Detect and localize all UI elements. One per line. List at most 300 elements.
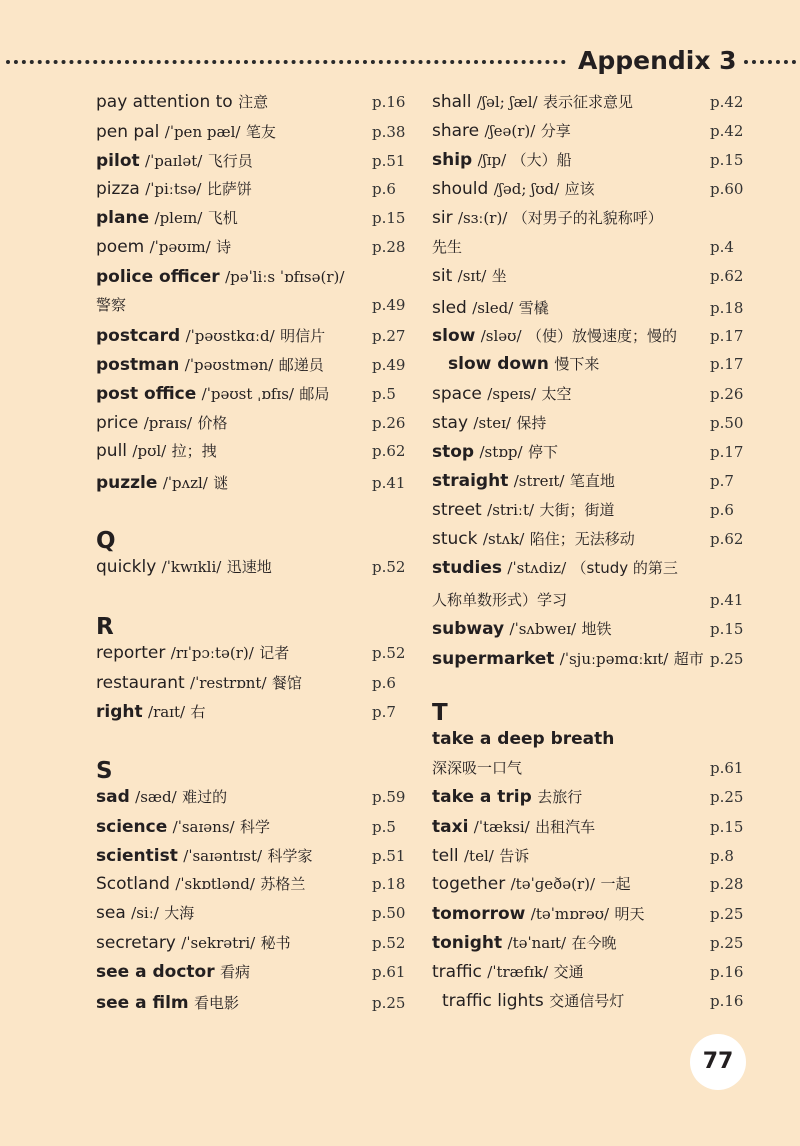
entry-page-ref: p.50 bbox=[710, 414, 744, 432]
glossary-entry bbox=[432, 870, 744, 898]
entry-page-ref: p.50 bbox=[372, 904, 406, 922]
glossary-entry bbox=[96, 783, 406, 811]
entry-phonetic: /siː/ bbox=[131, 904, 159, 922]
entry-meaning: 大街；街道 bbox=[539, 501, 615, 519]
entry-word: secretary bbox=[96, 933, 176, 953]
glossary-entry bbox=[432, 525, 744, 553]
entry-phonetic: /sɜː(r)/ bbox=[457, 209, 508, 227]
entry-meaning: 警察 bbox=[96, 296, 127, 314]
entry-page-ref: p.4 bbox=[710, 238, 734, 256]
glossary-entry bbox=[432, 322, 744, 350]
entry-meaning: 注意 bbox=[238, 93, 269, 111]
entry-phonetic: /ʃɪp/ bbox=[477, 151, 507, 169]
glossary-entry bbox=[432, 813, 744, 841]
entry-text bbox=[96, 899, 194, 927]
entry-text bbox=[432, 233, 462, 261]
entry-word: post office bbox=[96, 384, 197, 404]
entry-meaning: 谜 bbox=[213, 474, 229, 492]
entry-meaning: 邮递员 bbox=[278, 356, 324, 374]
entry-word: pilot bbox=[96, 151, 140, 171]
entry-meaning: 雪橇 bbox=[518, 299, 549, 317]
entry-text bbox=[96, 291, 126, 319]
entry-text bbox=[432, 958, 584, 986]
entry-meaning: 保持 bbox=[516, 414, 547, 432]
entry-phonetic: /ˈpəʊɪm/ bbox=[149, 238, 211, 256]
glossary-entry bbox=[96, 639, 406, 667]
entry-text bbox=[432, 586, 567, 614]
entry-word: see a film bbox=[96, 993, 189, 1013]
entry-page-ref: p.25 bbox=[710, 934, 744, 952]
entry-meaning: 出租汽车 bbox=[535, 818, 596, 836]
entry-text bbox=[432, 146, 572, 174]
entry-word: take a trip bbox=[432, 787, 532, 807]
entry-text bbox=[432, 870, 630, 898]
entry-meaning: 表示征求意见 bbox=[542, 93, 633, 111]
entry-text bbox=[96, 175, 252, 203]
appendix-title: Appendix 3 bbox=[578, 46, 737, 75]
entry-page-ref: p.25 bbox=[710, 650, 744, 668]
entry-text bbox=[96, 669, 302, 697]
entry-meaning: （对男子的礼貌称呼） bbox=[512, 209, 663, 227]
entry-phonetic: /ˈsaɪəntɪst/ bbox=[183, 847, 263, 865]
entry-meaning: 拉；拽 bbox=[171, 442, 217, 460]
entry-text bbox=[96, 469, 228, 497]
entry-page-ref: p.28 bbox=[372, 238, 406, 256]
entry-text bbox=[96, 842, 312, 870]
entry-page-ref: p.6 bbox=[372, 180, 396, 198]
entry-meaning: 停下 bbox=[527, 443, 558, 461]
entry-meaning: 飞行员 bbox=[207, 152, 253, 170]
entry-page-ref: p.27 bbox=[372, 327, 406, 345]
entry-page-ref: p.49 bbox=[372, 356, 406, 374]
entry-meaning: 右 bbox=[190, 703, 206, 721]
entry-meaning: 记者 bbox=[259, 644, 290, 662]
entry-page-ref: p.25 bbox=[710, 905, 744, 923]
glossary-entry bbox=[96, 698, 406, 726]
entry-meaning: 太空 bbox=[541, 385, 572, 403]
entry-word: supermarket bbox=[432, 649, 555, 669]
entry-text bbox=[96, 639, 289, 667]
entry-word: tomorrow bbox=[432, 904, 526, 924]
entry-page-ref: p.16 bbox=[710, 963, 744, 981]
entry-word: sad bbox=[96, 787, 130, 807]
page-number: 77 bbox=[690, 1034, 746, 1090]
entry-meaning: 诗 bbox=[216, 238, 232, 256]
glossary-entry bbox=[432, 262, 744, 290]
entry-text bbox=[432, 987, 624, 1015]
entry-page-ref: p.17 bbox=[710, 355, 744, 373]
entry-meaning: 餐馆 bbox=[271, 674, 302, 692]
entry-page-ref: p.5 bbox=[372, 385, 396, 403]
entry-word: shall bbox=[432, 92, 472, 112]
entry-phonetic: /təˈmɒrəʊ/ bbox=[530, 905, 610, 923]
entry-page-ref: p.6 bbox=[710, 501, 734, 519]
entry-text bbox=[432, 438, 558, 466]
entry-text bbox=[432, 900, 645, 928]
entry-text bbox=[432, 175, 595, 203]
glossary-entry bbox=[96, 437, 406, 465]
glossary-entry bbox=[432, 409, 744, 437]
glossary-entry-line bbox=[432, 233, 744, 261]
entry-word: subway bbox=[432, 619, 505, 639]
glossary-entry bbox=[96, 204, 406, 232]
entry-page-ref: p.60 bbox=[710, 180, 744, 198]
entry-phonetic: /tel/ bbox=[463, 847, 494, 865]
entry-phonetic: /ˈpʌzl/ bbox=[162, 474, 208, 492]
entry-text bbox=[432, 117, 571, 145]
entry-text bbox=[96, 813, 270, 841]
entry-word: tell bbox=[432, 846, 459, 866]
entry-text bbox=[96, 409, 227, 437]
entry-text bbox=[96, 783, 227, 811]
entry-page-ref: p.25 bbox=[710, 788, 744, 806]
entry-phonetic: /praɪs/ bbox=[143, 414, 193, 432]
entry-phonetic: /ˈpəʊst ˌɒfɪs/ bbox=[201, 385, 294, 403]
entry-word: should bbox=[432, 179, 489, 199]
entry-text bbox=[96, 88, 268, 116]
glossary-entry-line bbox=[96, 291, 406, 319]
entry-meaning: 超市 bbox=[673, 650, 704, 668]
entry-text bbox=[96, 929, 291, 957]
entry-phonetic: /təˈɡeðə(r)/ bbox=[510, 875, 596, 893]
entry-meaning: 交通 bbox=[553, 963, 584, 981]
entry-phonetic: /ˈsaɪəns/ bbox=[172, 818, 235, 836]
entry-phonetic: /sɪt/ bbox=[457, 267, 487, 285]
entry-page-ref: p.41 bbox=[710, 591, 744, 609]
entry-text bbox=[432, 645, 704, 673]
entry-meaning: 陷住；无法移动 bbox=[529, 530, 635, 548]
glossary-entry bbox=[432, 496, 744, 524]
entry-word: poem bbox=[96, 237, 145, 257]
glossary-entry bbox=[96, 553, 406, 581]
entry-phonetic: /ˈtæksi/ bbox=[473, 818, 530, 836]
entry-phonetic: /striːt/ bbox=[487, 501, 535, 519]
entry-word: pay attention to bbox=[96, 92, 233, 112]
section-letter: S bbox=[96, 758, 113, 784]
glossary-entry-line bbox=[432, 725, 744, 753]
entry-text bbox=[96, 147, 253, 175]
entry-phonetic: /ˈpen pæl/ bbox=[164, 123, 241, 141]
entry-word: puzzle bbox=[96, 473, 158, 493]
entry-word: restaurant bbox=[96, 673, 185, 693]
entry-word: studies bbox=[432, 558, 502, 578]
entry-text bbox=[432, 615, 612, 643]
glossary-entry bbox=[432, 645, 744, 673]
entry-phonetic: /sləʊ/ bbox=[480, 327, 522, 345]
entry-word: stop bbox=[432, 442, 475, 462]
glossary-entry bbox=[432, 146, 744, 174]
entry-word: police officer bbox=[96, 267, 220, 287]
entry-phonetic: /ʃəl; ʃæl/ bbox=[476, 93, 538, 111]
entry-word: traffic lights bbox=[442, 991, 544, 1011]
entry-phonetic: /ˈpəʊstmən/ bbox=[184, 356, 274, 374]
entry-text bbox=[96, 233, 231, 261]
entry-text bbox=[432, 754, 522, 782]
entry-page-ref: p.7 bbox=[372, 703, 396, 721]
entry-text bbox=[96, 437, 217, 465]
entry-word: slow bbox=[432, 326, 476, 346]
entry-phonetic: /ˈkwɪkli/ bbox=[161, 558, 222, 576]
entry-page-ref: p.62 bbox=[710, 530, 744, 548]
entry-text bbox=[96, 118, 276, 146]
entry-page-ref: p.15 bbox=[710, 818, 744, 836]
entry-meaning: 秘书 bbox=[260, 934, 291, 952]
entry-text bbox=[432, 409, 546, 437]
entry-page-ref: p.18 bbox=[372, 875, 406, 893]
glossary-entry bbox=[432, 117, 744, 145]
glossary-entry bbox=[432, 842, 744, 870]
entry-word: slow down bbox=[448, 354, 549, 374]
entry-page-ref: p.52 bbox=[372, 644, 406, 662]
entry-page-ref: p.61 bbox=[710, 759, 744, 777]
entry-meaning: 迅速地 bbox=[226, 558, 272, 576]
entry-phonetic: /sled/ bbox=[472, 299, 514, 317]
entry-page-ref: p.51 bbox=[372, 152, 406, 170]
glossary-entry bbox=[96, 469, 406, 497]
entry-page-ref: p.42 bbox=[710, 122, 744, 140]
entry-page-ref: p.61 bbox=[372, 963, 406, 981]
glossary-entry-line bbox=[432, 754, 744, 782]
entry-meaning: 邮局 bbox=[299, 385, 330, 403]
entry-text bbox=[432, 380, 571, 408]
entry-word: ship bbox=[432, 150, 473, 170]
glossary-entry bbox=[96, 899, 406, 927]
section-letter: Q bbox=[96, 528, 116, 554]
glossary-entry bbox=[96, 147, 406, 175]
glossary-entry bbox=[432, 615, 744, 643]
entry-text bbox=[96, 351, 324, 379]
entry-word: share bbox=[432, 121, 480, 141]
glossary-entry bbox=[432, 929, 744, 957]
glossary-entry bbox=[96, 958, 406, 986]
entry-phonetic: /ˈpəʊstkɑːd/ bbox=[185, 327, 275, 345]
entry-page-ref: p.7 bbox=[710, 472, 734, 490]
entry-phonetic: /ˈtræfɪk/ bbox=[487, 963, 549, 981]
entry-phonetic: /ˈskɒtlənd/ bbox=[175, 875, 255, 893]
entry-page-ref: p.41 bbox=[372, 474, 406, 492]
entry-text bbox=[96, 322, 325, 350]
glossary-entry bbox=[96, 175, 406, 203]
entry-page-ref: p.15 bbox=[710, 151, 744, 169]
glossary-entry bbox=[432, 987, 744, 1015]
glossary-entry-line bbox=[432, 586, 744, 614]
entry-word: taxi bbox=[432, 817, 469, 837]
entry-meaning: 科学 bbox=[239, 818, 270, 836]
glossary-entry bbox=[96, 233, 406, 261]
entry-meaning: 在今晚 bbox=[571, 934, 617, 952]
entry-meaning: 笔友 bbox=[245, 123, 276, 141]
entry-text bbox=[432, 496, 614, 524]
glossary-entry bbox=[432, 350, 744, 378]
glossary-entry bbox=[96, 870, 406, 898]
entry-page-ref: p.8 bbox=[710, 847, 734, 865]
glossary-entry bbox=[96, 929, 406, 957]
entry-page-ref: p.59 bbox=[372, 788, 406, 806]
entry-text bbox=[432, 350, 599, 378]
entry-text bbox=[432, 554, 678, 582]
entry-text bbox=[96, 958, 250, 986]
entry-page-ref: p.49 bbox=[372, 296, 406, 314]
glossary-entry bbox=[96, 351, 406, 379]
entry-phonetic: /streɪt/ bbox=[513, 472, 565, 490]
entry-phonetic: /speɪs/ bbox=[487, 385, 537, 403]
glossary-entry bbox=[432, 900, 744, 928]
glossary-entry bbox=[432, 175, 744, 203]
entry-page-ref: p.6 bbox=[372, 674, 396, 692]
entry-text bbox=[432, 525, 635, 553]
glossary-entry bbox=[432, 294, 744, 322]
glossary-entry bbox=[96, 88, 406, 116]
entry-word: traffic bbox=[432, 962, 482, 982]
entry-word: science bbox=[96, 817, 168, 837]
entry-text bbox=[96, 380, 329, 408]
entry-word: pen pal bbox=[96, 122, 160, 142]
entry-text bbox=[96, 204, 238, 232]
entry-word: postman bbox=[96, 355, 180, 375]
glossary-entry bbox=[96, 409, 406, 437]
entry-word: street bbox=[432, 500, 482, 520]
entry-meaning: 科学家 bbox=[267, 847, 313, 865]
entry-text bbox=[96, 870, 305, 898]
entry-page-ref: p.5 bbox=[372, 818, 396, 836]
entry-text bbox=[432, 783, 582, 811]
entry-phonetic: /pəˈliːs ˈɒfɪsə(r)/ bbox=[225, 268, 345, 286]
entry-meaning: （大）船 bbox=[511, 151, 572, 169]
glossary-entry bbox=[96, 322, 406, 350]
entry-word: Scotland bbox=[96, 874, 170, 894]
dotted-rule-left bbox=[6, 60, 566, 64]
entry-meaning: 看病 bbox=[220, 963, 251, 981]
entry-page-ref: p.15 bbox=[372, 209, 406, 227]
entry-page-ref: p.38 bbox=[372, 123, 406, 141]
entry-meaning: 明信片 bbox=[280, 327, 326, 345]
entry-meaning: 告诉 bbox=[499, 847, 530, 865]
glossary-entry bbox=[432, 958, 744, 986]
entry-text bbox=[432, 322, 677, 350]
entry-phonetic: /təˈnaɪt/ bbox=[507, 934, 567, 952]
entry-meaning: 看电影 bbox=[194, 994, 240, 1012]
glossary-entry bbox=[96, 118, 406, 146]
entry-page-ref: p.52 bbox=[372, 558, 406, 576]
entry-page-ref: p.16 bbox=[710, 992, 744, 1010]
entry-word: plane bbox=[96, 208, 150, 228]
entry-meaning: 交通信号灯 bbox=[549, 992, 625, 1010]
entry-phonetic: /stɒp/ bbox=[479, 443, 523, 461]
entry-meaning: 一起 bbox=[600, 875, 631, 893]
entry-word: stuck bbox=[432, 529, 478, 549]
entry-meaning: 价格 bbox=[197, 414, 228, 432]
entry-page-ref: p.62 bbox=[372, 442, 406, 460]
entry-meaning: 苏格兰 bbox=[260, 875, 306, 893]
glossary-entry bbox=[432, 380, 744, 408]
entry-word: quickly bbox=[96, 557, 157, 577]
entry-word: reporter bbox=[96, 643, 166, 663]
entry-word: scientist bbox=[96, 846, 178, 866]
section-letter: R bbox=[96, 614, 114, 640]
entry-meaning: 应该 bbox=[564, 180, 595, 198]
entry-text bbox=[432, 294, 549, 322]
entry-meaning: （使）放慢速度；慢的 bbox=[526, 327, 677, 345]
entry-meaning: 深深吸一口气 bbox=[432, 759, 523, 777]
entry-word: stay bbox=[432, 413, 469, 433]
entry-word: straight bbox=[432, 471, 509, 491]
entry-phonetic: /ˈsʌbweɪ/ bbox=[509, 620, 577, 638]
entry-page-ref: p.28 bbox=[710, 875, 744, 893]
glossary-entry-line bbox=[432, 204, 744, 232]
entry-phonetic: /ˈsekrətri/ bbox=[181, 934, 256, 952]
dotted-rule-right bbox=[744, 60, 796, 64]
entry-word: price bbox=[96, 413, 139, 433]
entry-text bbox=[432, 842, 529, 870]
entry-word: pizza bbox=[96, 179, 140, 199]
entry-phonetic: /stʌk/ bbox=[482, 530, 525, 548]
entry-meaning: 笔直地 bbox=[569, 472, 615, 490]
page-header bbox=[0, 44, 800, 80]
entry-word: tonight bbox=[432, 933, 503, 953]
glossary-entry bbox=[96, 842, 406, 870]
entry-page-ref: p.18 bbox=[710, 299, 744, 317]
entry-word: sea bbox=[96, 903, 126, 923]
entry-phonetic: /pʊl/ bbox=[132, 442, 167, 460]
entry-word: together bbox=[432, 874, 506, 894]
entry-phonetic: /steɪ/ bbox=[473, 414, 511, 432]
entry-phonetic: /ˈpiːtsə/ bbox=[145, 180, 202, 198]
entry-word: take a deep breath bbox=[432, 729, 615, 749]
entry-page-ref: p.51 bbox=[372, 847, 406, 865]
entry-page-ref: p.42 bbox=[710, 93, 744, 111]
entry-text bbox=[96, 989, 239, 1017]
entry-text bbox=[432, 204, 663, 232]
entry-meaning: 去旅行 bbox=[537, 788, 583, 806]
entry-text bbox=[96, 698, 205, 726]
entry-meaning: 分享 bbox=[540, 122, 571, 140]
entry-word: space bbox=[432, 384, 482, 404]
glossary-entry bbox=[432, 88, 744, 116]
entry-meaning: 大海 bbox=[164, 904, 195, 922]
entry-meaning-cont: 人称单数形式）学习 bbox=[432, 591, 568, 609]
entry-word: sled bbox=[432, 298, 467, 318]
entry-word: pull bbox=[96, 441, 128, 461]
section-letter: T bbox=[432, 700, 448, 726]
entry-meaning: 明天 bbox=[614, 905, 645, 923]
entry-text bbox=[96, 553, 272, 581]
entry-page-ref: p.25 bbox=[372, 994, 406, 1012]
entry-phonetic: /sæd/ bbox=[135, 788, 177, 806]
entry-text bbox=[432, 813, 595, 841]
entry-page-ref: p.26 bbox=[372, 414, 406, 432]
glossary-entry bbox=[432, 783, 744, 811]
entry-word: see a doctor bbox=[96, 962, 215, 982]
entry-text bbox=[432, 467, 615, 495]
entry-page-ref: p.16 bbox=[372, 93, 406, 111]
entry-text bbox=[432, 88, 633, 116]
entry-phonetic: /rɪˈpɔːtə(r)/ bbox=[170, 644, 254, 662]
entry-phonetic: /ʃəd; ʃʊd/ bbox=[493, 180, 560, 198]
glossary-entry bbox=[432, 438, 744, 466]
entry-word: sit bbox=[432, 266, 453, 286]
entry-phonetic: /ˈstʌdiz/ bbox=[507, 559, 567, 577]
entry-meaning: 坐 bbox=[491, 267, 507, 285]
entry-word: sir bbox=[432, 208, 453, 228]
entry-meaning: 比萨饼 bbox=[206, 180, 252, 198]
entry-phonetic: /ˈpaɪlət/ bbox=[145, 152, 203, 170]
entry-page-ref: p.17 bbox=[710, 443, 744, 461]
glossary-entry bbox=[96, 380, 406, 408]
entry-word: right bbox=[96, 702, 143, 722]
entry-page-ref: p.62 bbox=[710, 267, 744, 285]
entry-meaning-cont: 先生 bbox=[432, 238, 463, 256]
glossary-entry bbox=[432, 467, 744, 495]
